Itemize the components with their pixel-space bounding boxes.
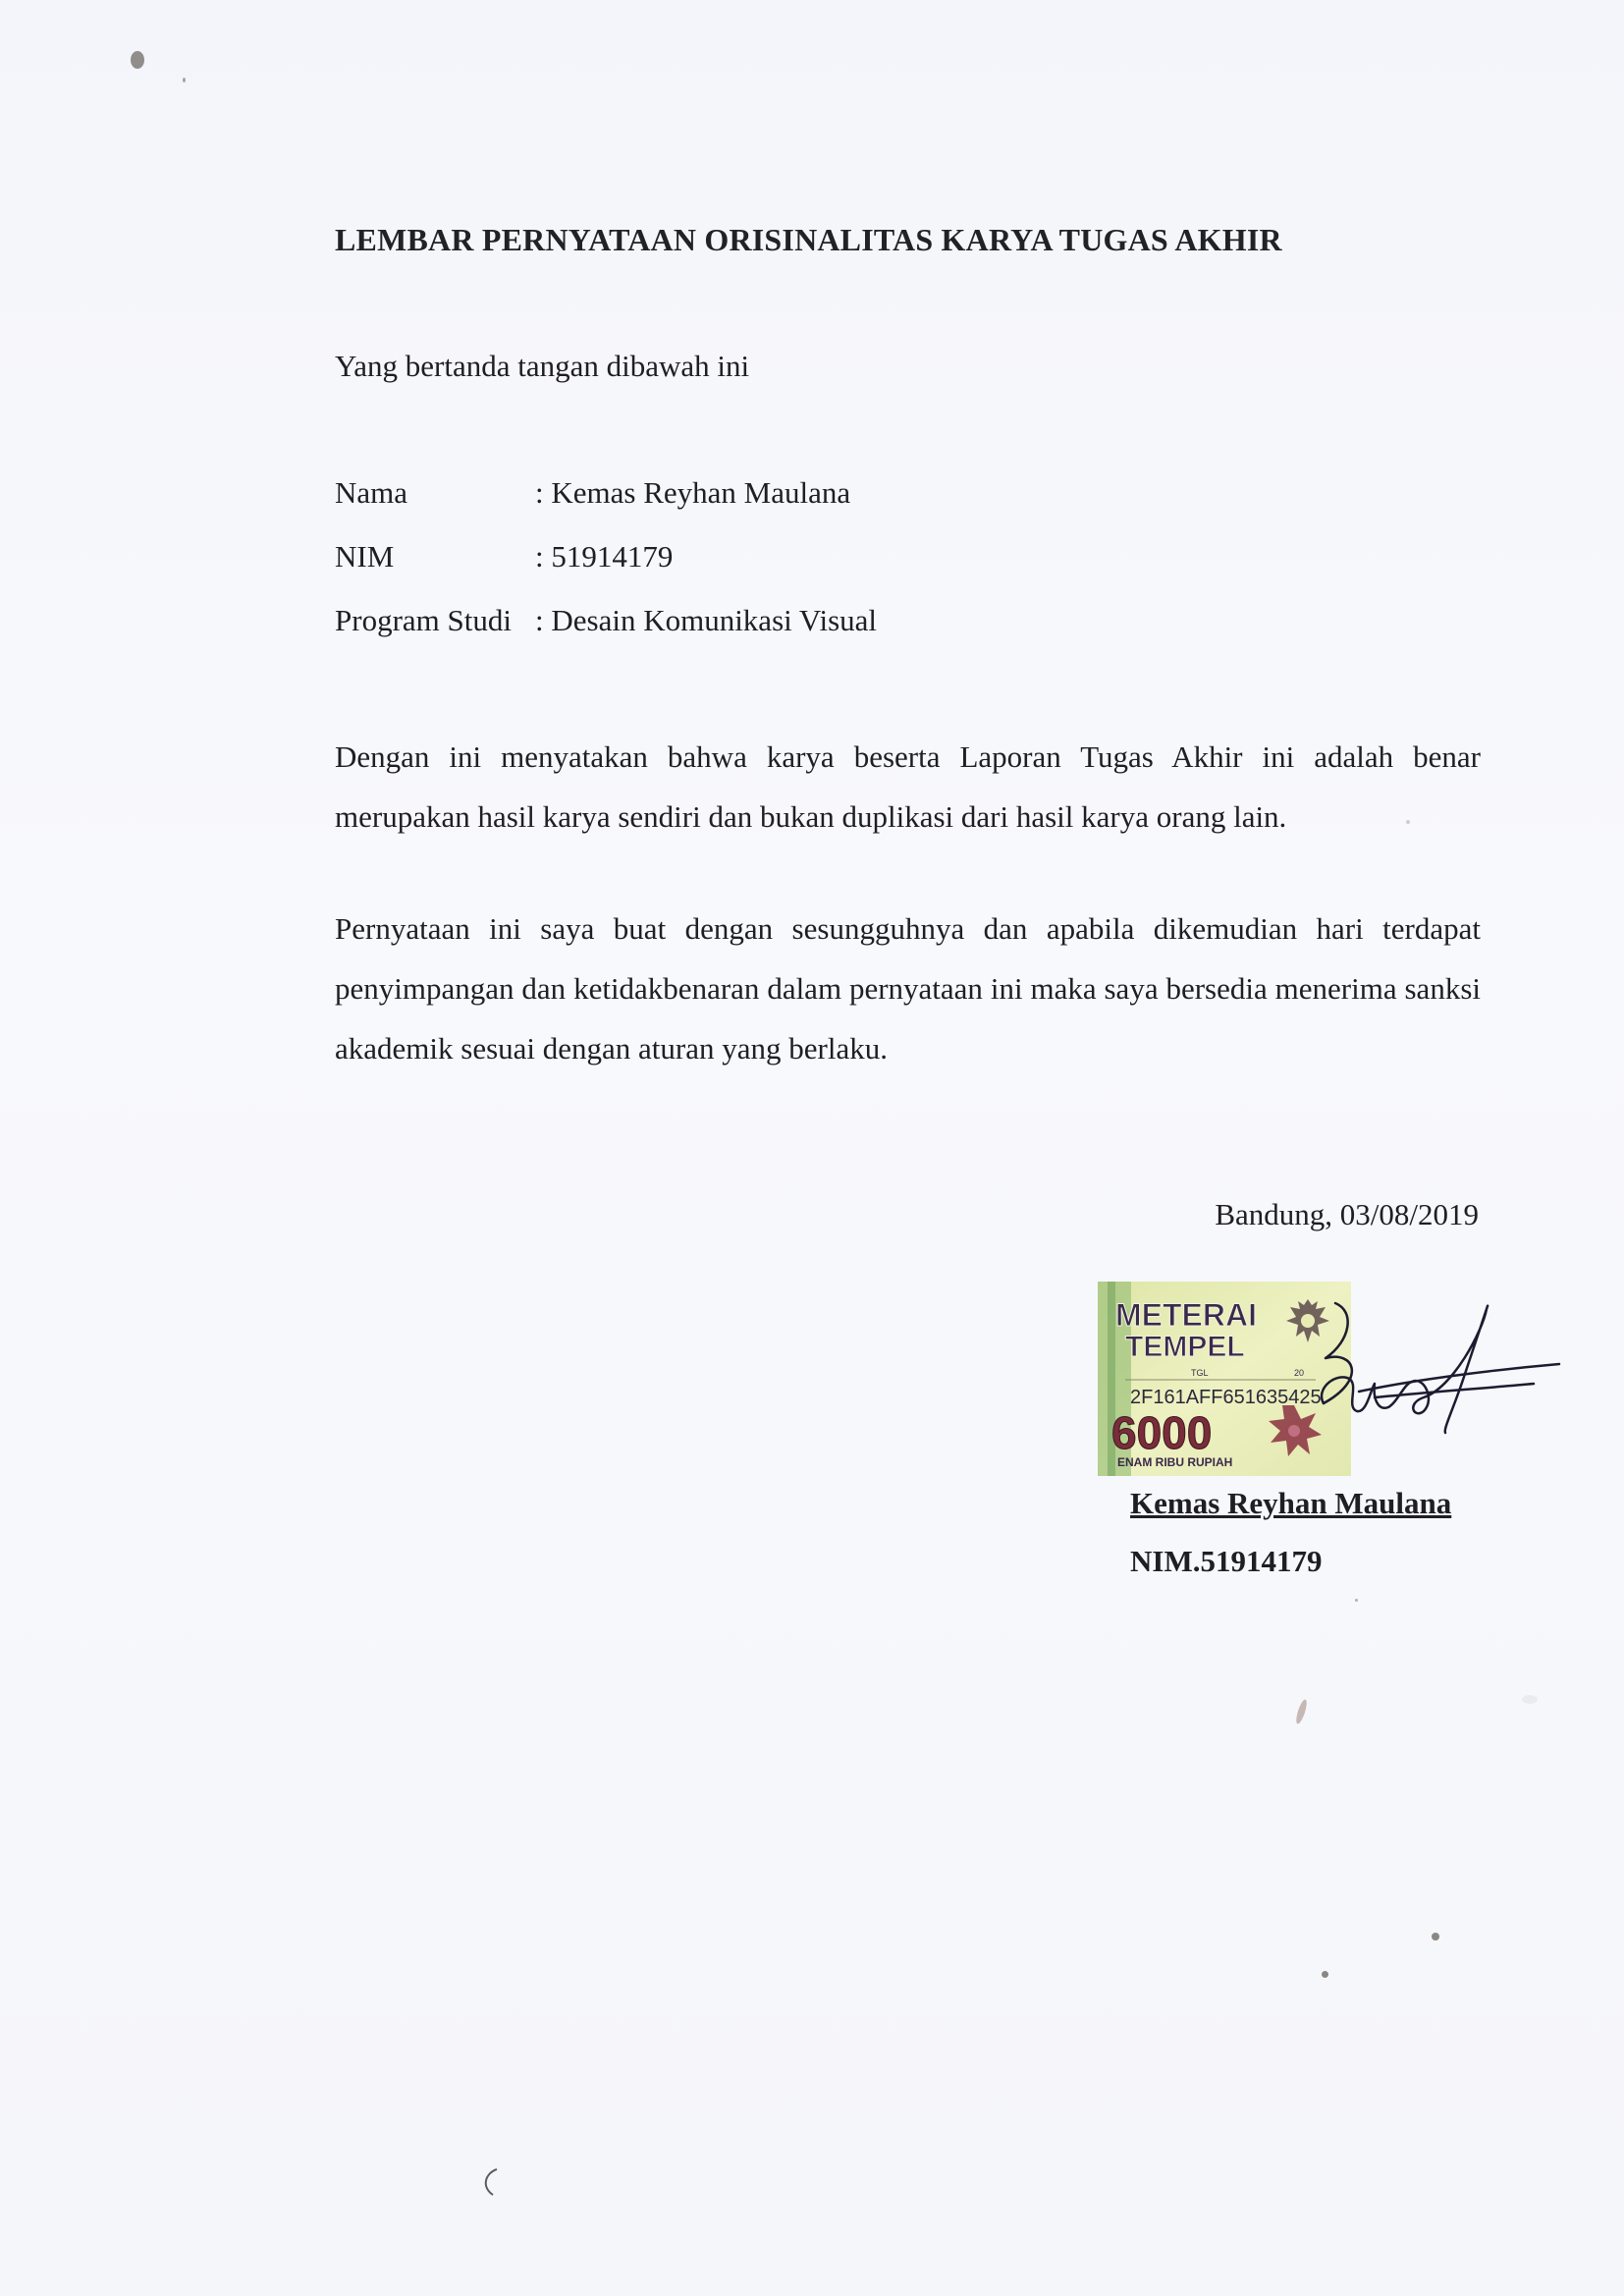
document-title: LEMBAR PERNYATAAN ORISINALITAS KARYA TUGAS AKHIR — [335, 222, 1282, 257]
scan-speck — [1355, 1599, 1358, 1602]
identity-label: Nama — [335, 475, 408, 510]
stamp-value: 6000 — [1111, 1407, 1213, 1458]
statement-paragraph: Pernyataan ini saya buat dengan sesungguhnya dan apabila dikemudian hari terdapat penyimpangan dan ketidakbenaran dalam pernyataan ini maka saya bersedia menerima sanksi akademik sesuai dengan aturan yang berlaku. — [335, 911, 1481, 1066]
stamp-label-tempel: TEMPEL — [1125, 1331, 1245, 1363]
place-date: Bandung, 03/08/2019 — [1215, 1197, 1479, 1231]
signer-name: Kemas Reyhan Maulana — [1130, 1486, 1452, 1520]
scan-speck — [131, 51, 144, 69]
identity-row-program — [335, 603, 877, 638]
stamp-label-meterai: METERAI — [1115, 1297, 1257, 1333]
identity-value: : 51914179 — [535, 539, 674, 574]
handwritten-signature — [1276, 1282, 1571, 1478]
stamp-value-text: ENAM RIBU RUPIAH — [1117, 1455, 1233, 1469]
identity-row-nim — [335, 539, 673, 574]
identity-label: NIM — [335, 539, 395, 574]
stamp-serial: 2F161AFF651635425 — [1130, 1387, 1322, 1408]
scan-speck — [1432, 1933, 1439, 1941]
statement-paragraph: Dengan ini menyatakan bahwa karya beserta Laporan Tugas Akhir ini adalah benar merupakan hasil karya sendiri dan bukan duplikasi dari hasil karya orang lain. — [335, 739, 1481, 834]
scan-speck — [1294, 1699, 1309, 1725]
scan-mark — [479, 2165, 503, 2199]
identity-value: : Desain Komunikasi Visual — [535, 603, 878, 637]
scan-speck — [183, 78, 186, 82]
intro-text: Yang bertanda tangan dibawah ini — [335, 349, 750, 383]
signer-nim: NIM.51914179 — [1130, 1544, 1323, 1578]
stamp-tgl-label: TGL — [1191, 1368, 1209, 1378]
scan-speck — [1322, 1971, 1328, 1978]
identity-label: Program Studi — [335, 603, 512, 637]
stamp-year-label: 20 — [1294, 1368, 1305, 1378]
identity-value: : Kemas Reyhan Maulana — [535, 475, 851, 510]
scan-speck — [1522, 1695, 1538, 1704]
identity-row-name — [335, 475, 850, 511]
